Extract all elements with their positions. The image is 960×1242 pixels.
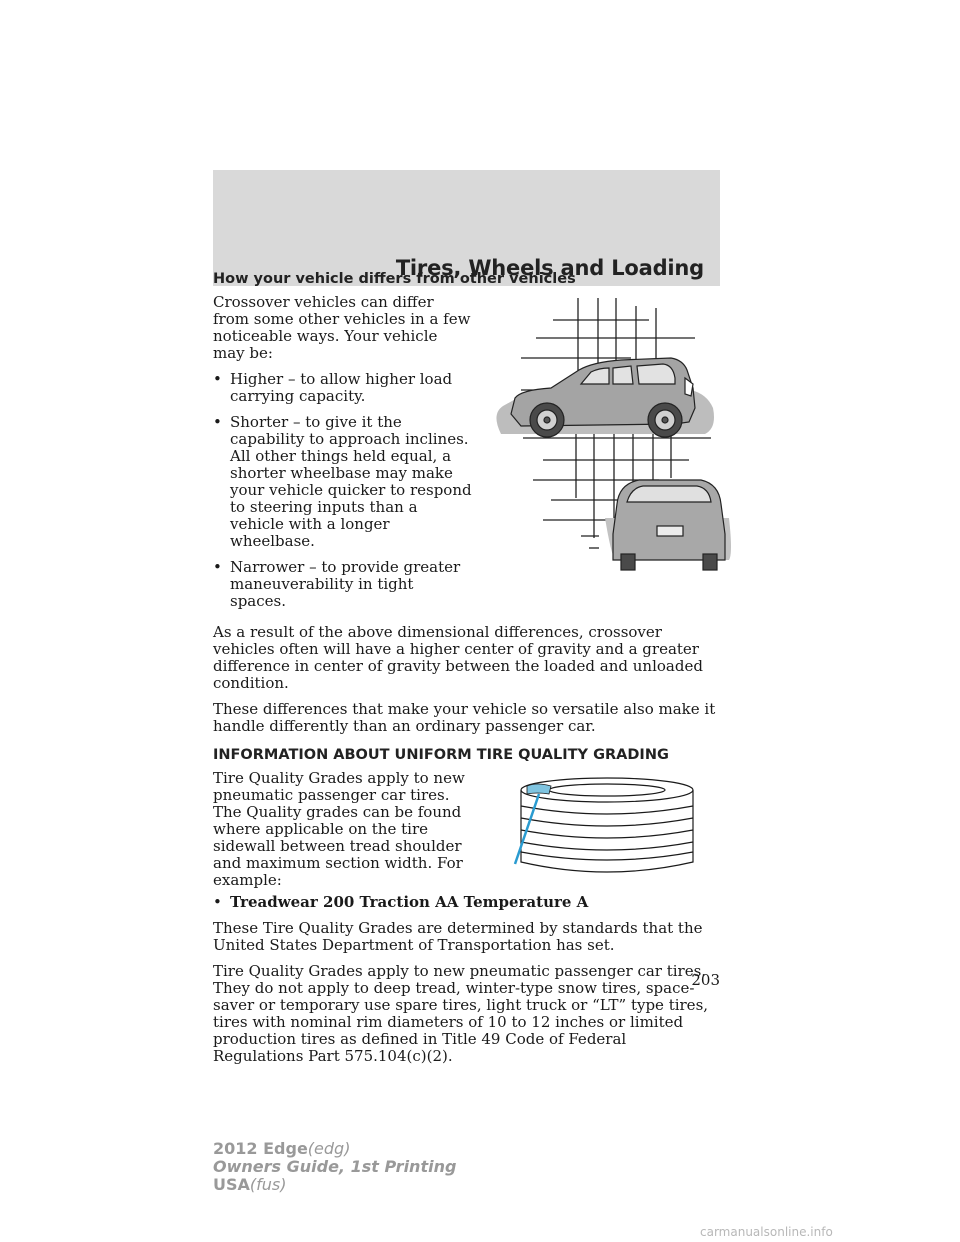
section-title: Tires, Wheels and Loading	[395, 256, 704, 280]
heading-vehicle-differences: How your vehicle differs from other vehicles	[213, 271, 576, 287]
paragraph-dot-standards: These Tire Quality Grades are determined by standards that the United States Department of Transportation has set.	[213, 919, 703, 954]
footer-market-code: (fus)	[249, 1175, 287, 1194]
paragraph-center-of-gravity: As a result of the above dimensional differences, crossover vehicles often will have a higher center of gravity and a greater difference in center of gravity between the loaded and unloaded condition.	[213, 623, 703, 692]
tire-sidewall-illustration	[491, 776, 717, 876]
heading-tire-quality-grading: INFORMATION ABOUT UNIFORM TIRE QUALITY GRADING	[213, 747, 669, 763]
tire-quality-text	[213, 770, 473, 889]
quality-grade-marker	[527, 784, 551, 794]
tire-example-list	[213, 894, 721, 911]
vehicle-differences-list	[213, 371, 473, 610]
footer-line-market	[213, 1176, 456, 1194]
bullet-dot: •	[213, 558, 222, 576]
vehicle-differences-block	[213, 294, 721, 610]
footer-line-printing	[213, 1158, 456, 1176]
list-item-text: Shorter – to give it the capability to approach inclines. All other things held equal, a shorter wheelbase may make your vehicle quicker to respond to steering inputs than a vehicle with a longer wheelbase.	[230, 413, 472, 550]
vehicle-differences-text	[213, 294, 473, 610]
tire-quality-intro: Tire Quality Grades apply to new pneumatic passenger car tires. The Quality grades can be found where applicable on the tire sidewall between tread shoulder and maximum section width. For example:	[213, 769, 465, 889]
watermark: carmanualsonline.info	[700, 1225, 833, 1239]
page-number: 203	[691, 971, 720, 989]
footer-print-info	[213, 1140, 456, 1194]
list-item	[213, 414, 473, 550]
bullet-dot: •	[213, 413, 222, 431]
list-item-text: Narrower – to provide greater maneuverability in tight spaces.	[230, 558, 461, 610]
treadwear-example: Treadwear 200 Traction AA Temperature A	[230, 893, 589, 911]
footer-market: USA	[213, 1175, 250, 1194]
bullet-dot: •	[213, 893, 222, 911]
crossover-vehicle-illustration	[481, 298, 731, 588]
list-item	[213, 894, 721, 911]
footer-line-model	[213, 1140, 456, 1158]
footer-printing: Owners Guide, 1st Printing	[213, 1157, 457, 1176]
paragraph-handling: These differences that make your vehicle so versatile also make it handle differently than an ordinary passenger car.	[213, 700, 716, 735]
list-item-text: Higher – to allow higher load carrying capacity.	[230, 370, 453, 405]
tire-quality-block	[213, 770, 721, 889]
vehicle-rear-view	[605, 480, 731, 570]
bullet-dot: •	[213, 370, 222, 388]
footer-model-code: (edg)	[307, 1139, 351, 1158]
footer-model: 2012 Edge	[213, 1139, 308, 1158]
vehicle-differences-intro: Crossover vehicles can differ from some other vehicles in a few noticeable ways. Your vehicle may be:	[213, 293, 471, 362]
list-item	[213, 559, 473, 610]
list-item	[213, 371, 473, 405]
page-content	[213, 268, 721, 1065]
paragraph-tire-exclusions: Tire Quality Grades apply to new pneumatic passenger car tires. They do not apply to deep tread, winter-type snow tires, space-saver or temporary use spare tires, light truck or “LT” type tires, tires with nominal rim diameters of 10 to 12 inches or limited production tires as defined in Title 49 Code of Federal Regulations Part 575.104(c)(2).	[213, 962, 709, 1065]
vehicle-side-view	[511, 358, 695, 437]
